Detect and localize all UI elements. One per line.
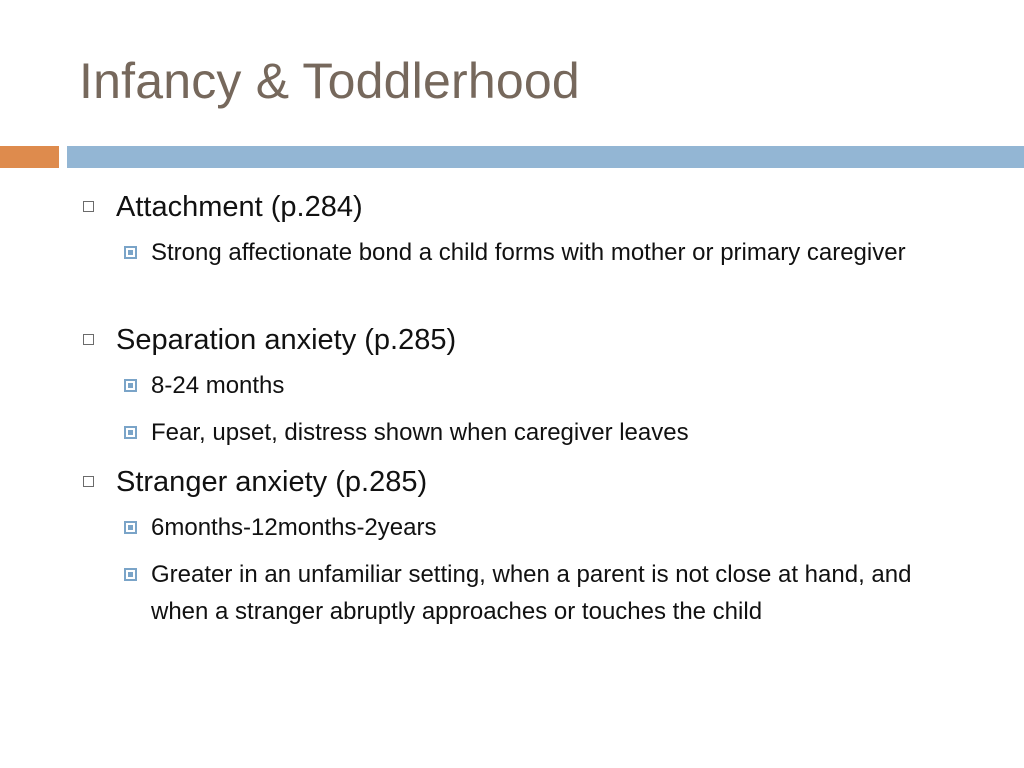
sub-bullet-text: Fear, upset, distress shown when caregiver leaves <box>151 419 689 446</box>
sub-bullet-separation-age <box>151 367 961 404</box>
hollow-square-bullet-icon <box>83 476 94 487</box>
bullet-text: Separation anxiety (p.285) <box>116 324 457 356</box>
filled-square-bullet-icon <box>124 379 137 392</box>
filled-square-bullet-icon <box>124 426 137 439</box>
sub-bullet-text: 6months-12months-2years <box>151 514 437 541</box>
bullet-text: Stranger anxiety (p.285) <box>116 466 428 498</box>
sub-bullet-text: Greater in an unfamiliar setting, when a parent is not close at hand, and when a stranger abruptly approaches or touches the child <box>151 561 912 625</box>
hollow-square-bullet-icon <box>83 334 94 345</box>
sub-bullet-separation-definition <box>151 414 961 451</box>
sub-bullet-text: 8-24 months <box>151 372 285 399</box>
filled-square-bullet-icon <box>124 568 137 581</box>
sub-bullet-stranger-age <box>151 509 961 546</box>
bullet-attachment <box>116 189 363 225</box>
hollow-square-bullet-icon <box>83 201 94 212</box>
bullet-text: Attachment (p.284) <box>116 191 363 223</box>
filled-square-bullet-icon <box>124 521 137 534</box>
slide-title: Infancy & Toddlerhood <box>79 53 580 109</box>
sub-bullet-stranger-definition <box>151 556 961 630</box>
bullet-stranger-anxiety <box>116 464 427 500</box>
sub-bullet-attachment-definition <box>151 234 961 271</box>
bullet-separation-anxiety <box>116 322 456 358</box>
filled-square-bullet-icon <box>124 246 137 259</box>
sub-bullet-text: Strong affectionate bond a child forms with mother or primary caregiver <box>151 239 906 266</box>
